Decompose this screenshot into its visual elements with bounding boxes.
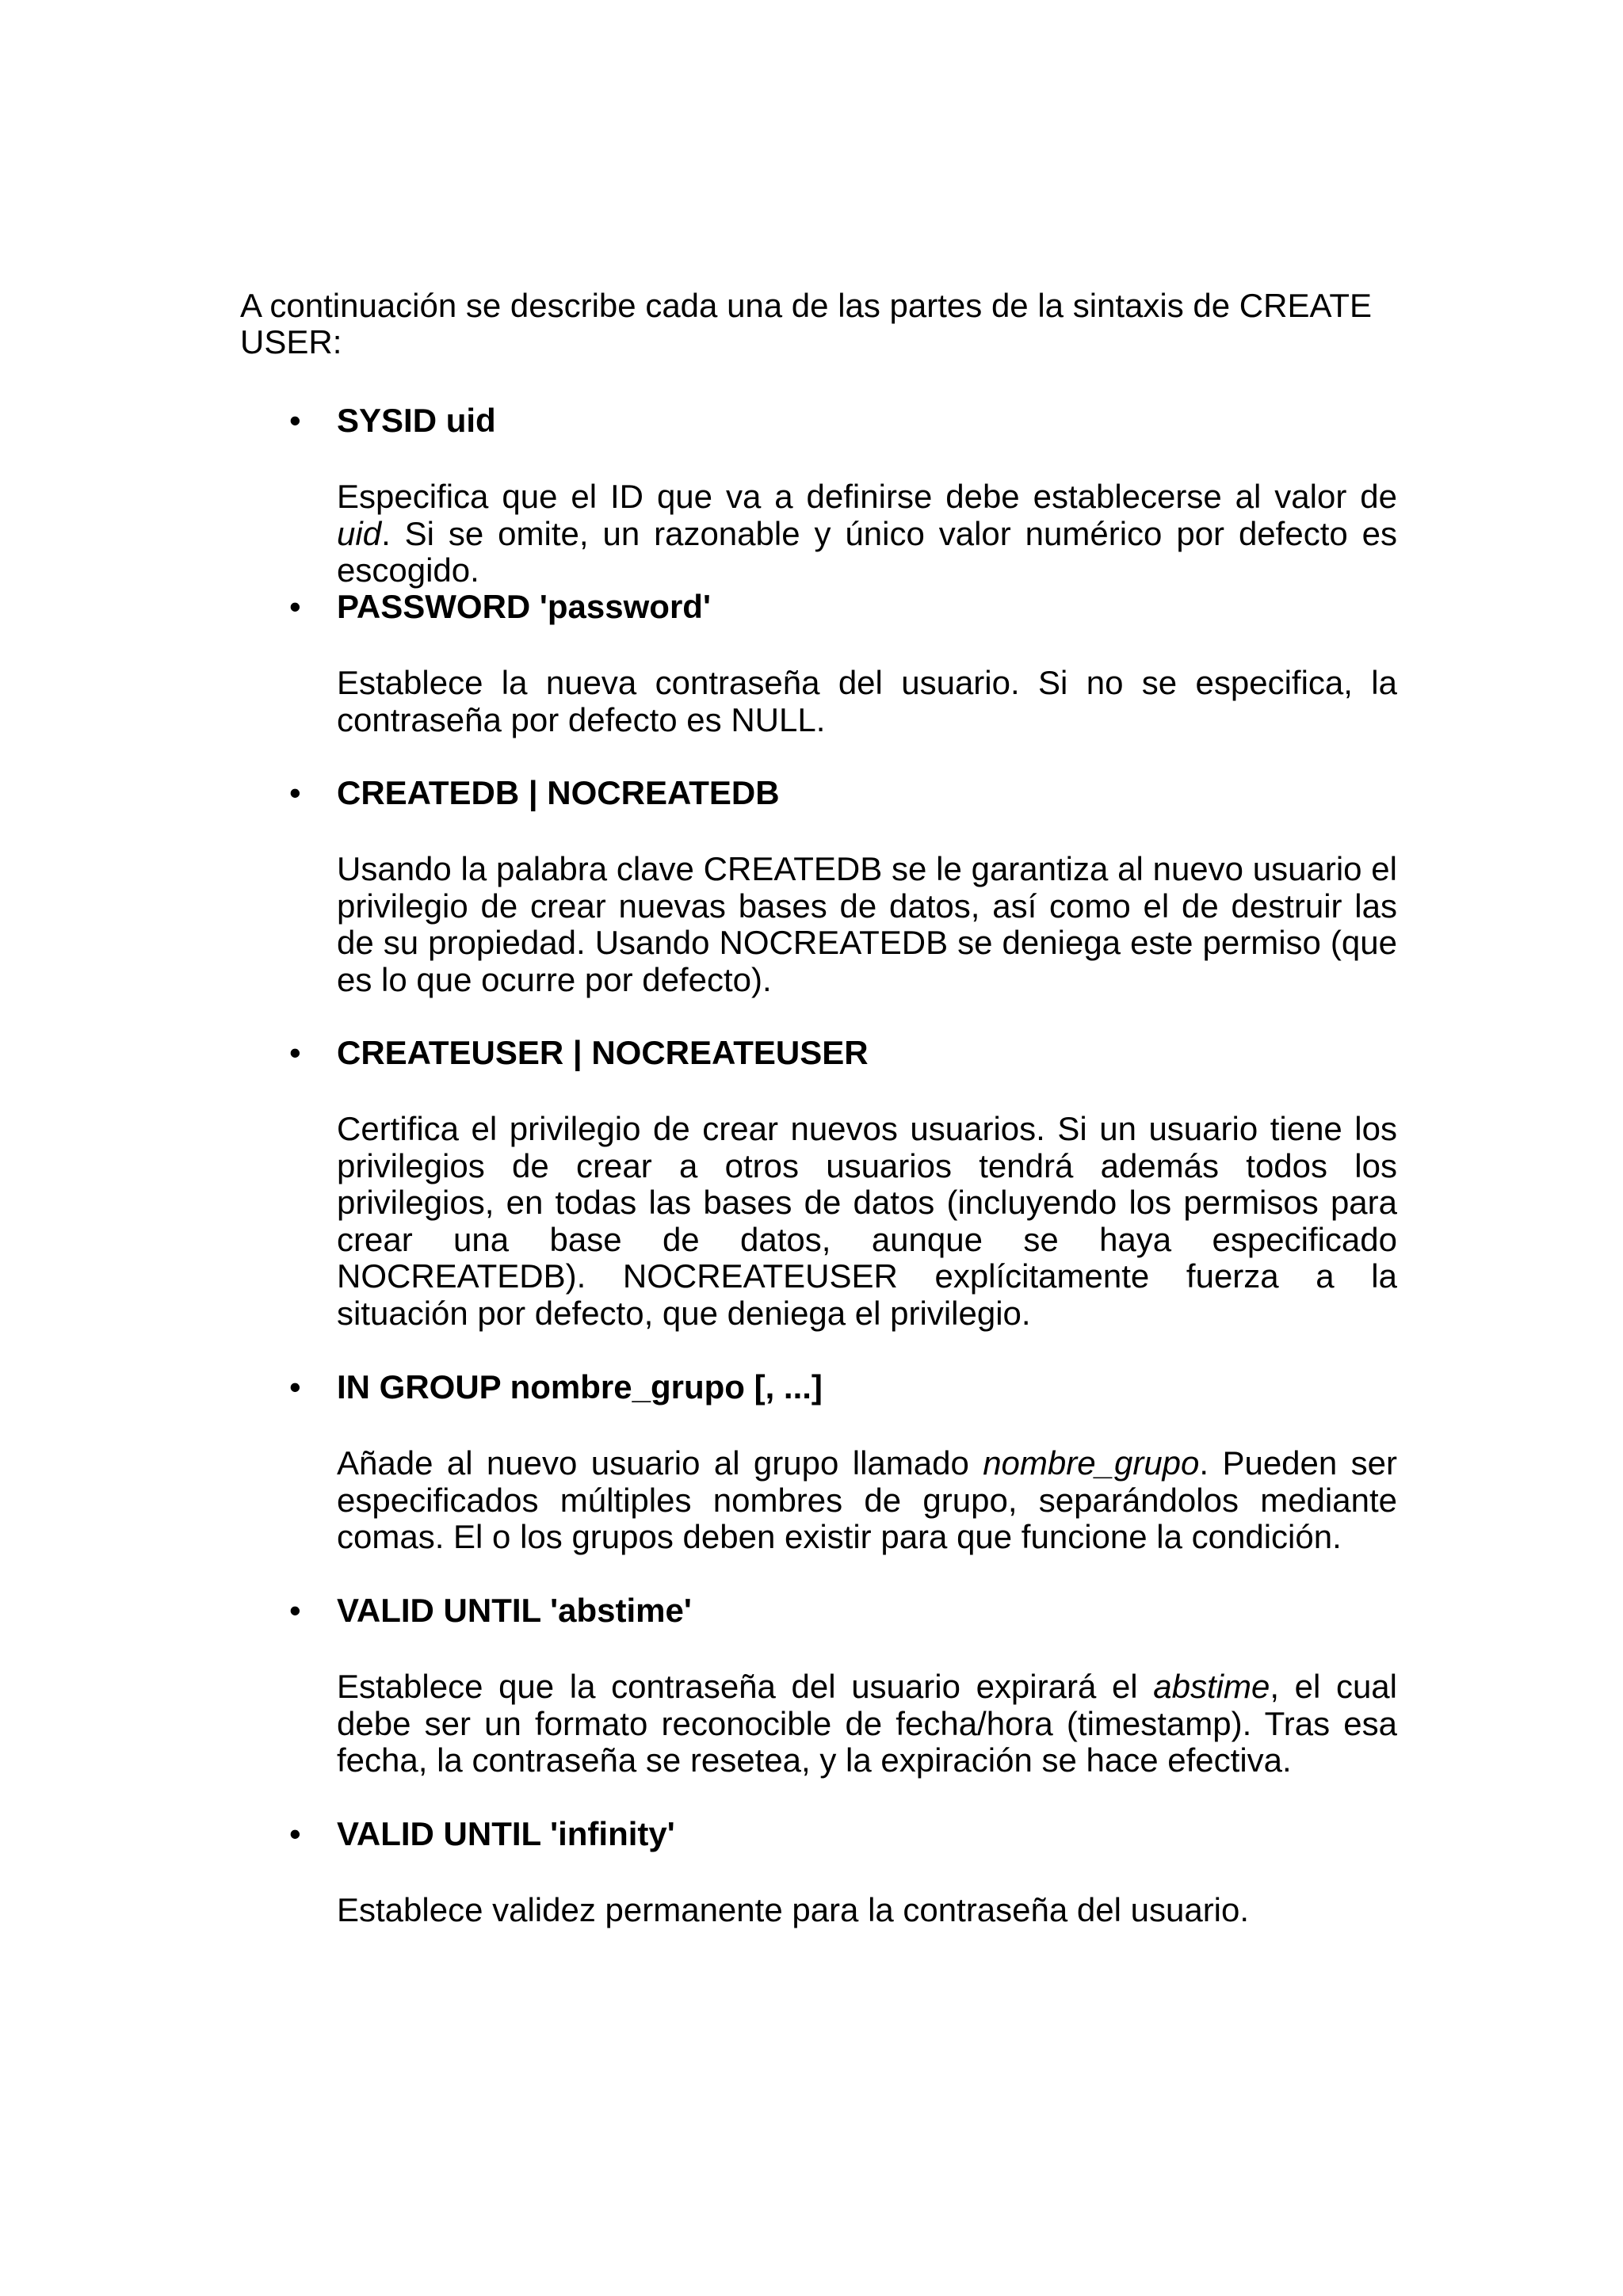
bullet-icon: • <box>289 1368 301 1405</box>
item-heading: VALID UNTIL 'infinity' <box>337 1815 675 1852</box>
item-heading: SYSID uid <box>337 402 496 439</box>
item-description: Certifica el privilegio de crear nuevos usuarios. Si un usuario tiene los privilegios de crear a otros usuarios tendrá además todos los privilegios, en todas las bases de datos (incluyendo los permisos para crear una base de datos, aunque se haya especificado NOCREATEDB). NOCREATEUSER explícitamente fuerza a la situación por defecto, que deniega el privilegio. <box>337 1110 1397 1332</box>
item-heading: VALID UNTIL 'abstime' <box>337 1592 692 1629</box>
item-description: Añade al nuevo usuario al grupo llamado nombre_grupo. Pueden ser especificados múltiples nombres de grupo, separándolos mediante comas. El o los grupos deben existir para que funcione la condición. <box>337 1444 1397 1555</box>
bullet-icon: • <box>289 1815 301 1852</box>
bullet-icon: • <box>289 588 301 625</box>
item-description: Establece la nueva contraseña del usuario. Si no se especifica, la contraseña por defecto es NULL. <box>337 664 1397 738</box>
item-heading: IN GROUP nombre_grupo [, ...] <box>337 1368 823 1405</box>
bullet-icon: • <box>289 774 301 811</box>
bullet-icon: • <box>289 1592 301 1629</box>
item-heading: CREATEUSER | NOCREATEUSER <box>337 1034 869 1071</box>
item-heading: PASSWORD 'password' <box>337 588 711 625</box>
item-heading: CREATEDB | NOCREATEDB <box>337 774 780 811</box>
item-description: Establece validez permanente para la contraseña del usuario. <box>337 1891 1250 1928</box>
item-description: Usando la palabra clave CREATEDB se le garantiza al nuevo usuario el privilegio de crear nuevas bases de datos, así como el de destruir las de su propiedad. Usando NOCREATEDB se deniega este permiso (que es lo que ocurre por defecto). <box>337 850 1397 998</box>
bullet-icon: • <box>289 402 301 439</box>
item-description: Especifica que el ID que va a definirse debe establecerse al valor de uid. Si se omite, un razonable y único valor numérico por defecto es escogido. <box>337 478 1397 589</box>
intro-paragraph: A continuación se describe cada una de las partes de la sintaxis de CREATE USER: <box>240 287 1373 360</box>
bullet-icon: • <box>289 1034 301 1071</box>
item-description: Establece que la contraseña del usuario expirará el abstime, el cual debe ser un formato reconocible de fecha/hora (timestamp). Tras esa fecha, la contraseña se resetea, y la expiración se hace efectiva. <box>337 1668 1397 1779</box>
